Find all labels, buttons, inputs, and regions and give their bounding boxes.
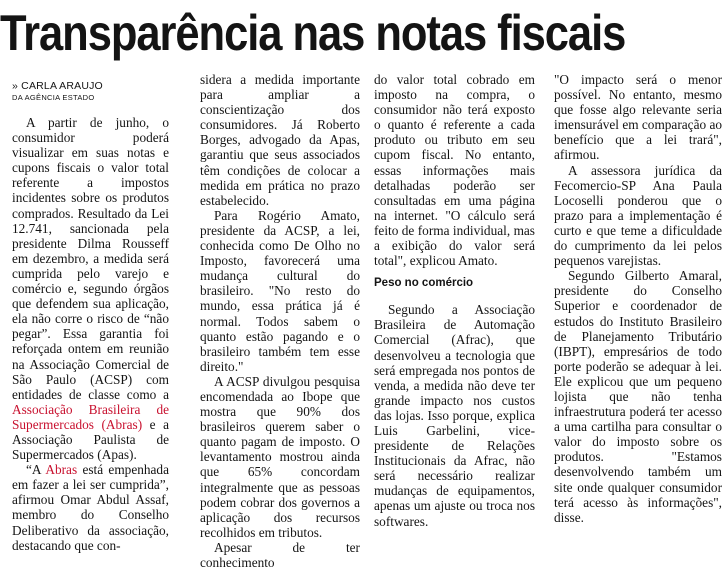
paragraph: sidera a medida importante para ampliar a conscientização dos consumidores. Já Roberto Borges, advogado da Apas, garantiu que seus associados têm condições de colocar a medida em prática no prazo estabelecido.	[200, 72, 360, 208]
byline: » CARLA ARAUJO	[12, 80, 103, 92]
agency-credit: DA AGÊNCIA ESTADO	[12, 93, 95, 102]
paragraph	[12, 115, 169, 462]
article-column-4	[554, 72, 722, 525]
paragraph: do valor total cobrado em imposto na compra, o consumidor não terá exposto o quanto é referente a cada produto ou tributo em seu cupom fiscal. No entanto, essas informações mais detalhadas poderão ser consultadas em uma página na internet. "O cálculo será feito de forma individual, mas a exibição do valor será total", explicou Amato.	[374, 72, 535, 269]
paragraph: "O impacto será o menor possível. No entanto, mesmo que fosse algo relevante seria imensurável em comparação ao benefício que a lei trará", afirmou.	[554, 72, 722, 163]
abras-short-link[interactable]: Abras	[45, 462, 78, 478]
paragraph: Segundo a Associação Brasileira de Automação Comercial (Afrac), que desenvolveu a tecnologia que será empregada nos pontos de venda, a medida não deve ter grande impacto nos custos das lojas. Isso porque, explica Luis Garbelini, vice-presidente de Relações Institucionais da Afrac, não será necessário realizar mudanças de equipamentos, apenas um ajuste ou troca nos softwares.	[374, 302, 535, 529]
paragraph	[12, 462, 169, 553]
section-subhead: Peso no comércio	[374, 277, 474, 290]
paragraph: Apesar de ter conhecimento	[200, 539, 360, 570]
article-column-3	[374, 72, 535, 529]
abras-link[interactable]: Associação Brasileira de Supermercados (Abras)	[12, 401, 169, 432]
paragraph-text: A partir de junho, o consumidor poderá visualizar em suas notas e cupons fiscais o valor total referente a impostos incidentes sobre os produtos comprados. Resultado da Lei 12.741, sancionada pela presidente Dilma Rousseff em dezembro, a medida será cumprida pelo varejo e comércio e, segundo órgãos que defendem sua aplicação, ela não corre o risco de “não pegar”. Essa garantia foi reforçada ontem em reunião na Associação Comercial de São Paulo (ACSP) com entidades de classe como a	[12, 115, 169, 402]
article-column-2	[200, 72, 360, 570]
article-column-1	[12, 115, 170, 553]
paragraph: A ACSP divulgou pesquisa encomendada ao Ibope que mostra que 90% dos brasileiros querem saber o quanto pagam de imposto. O levantamento mostrou ainda que 65% concordam integralmente que as pessoas podem cobrar dos governos a aplicação dos recursos recolhidos em tributos.	[200, 373, 360, 540]
paragraph: Para Rogério Amato, presidente da ACSP, a lei, conhecida como De Olho no Imposto, favorecerá uma mudança cultural do brasileiro. "No resto do mundo, essa prática já é normal. Todos sabem o quanto estão pagando e o brasileiro também tem esse direito."	[200, 207, 360, 374]
paragraph-text: “A	[26, 462, 46, 478]
paragraph-text: está empenhada em fazer a lei ser cumprida”, afirmou Omar Abdul Assaf, membro do Conselho Deliberativo da associação, destacando que con-	[12, 462, 169, 553]
paragraph-text: e a Associação Paulista de Supermercados (Apas).	[12, 416, 170, 463]
paragraph: A assessora jurídica da Fecomercio-SP Ana Paula Locoselli ponderou que o prazo para a implementação é curto e que teme a dificuldade do cumprimento da lei pelos pequenos varejistas.	[554, 162, 722, 269]
paragraph: Segundo Gilberto Amaral, presidente do Conselho Superior e coordenador de estudos do Instituto Brasileiro de Planejamento Tributário (IBPT), empresários de todo porte poderão se adequar à lei. Ele explicou que um pequeno lojista que não tenha infraestrutura poderá ter acesso a uma cartilha para consultar o valor do imposto sobre os produtos. "Estamos desenvolvendo também um site onde qualquer consumidor terá acesso às informações", disse.	[554, 268, 722, 525]
headline: Transparência nas notas fiscais	[0, 5, 626, 61]
